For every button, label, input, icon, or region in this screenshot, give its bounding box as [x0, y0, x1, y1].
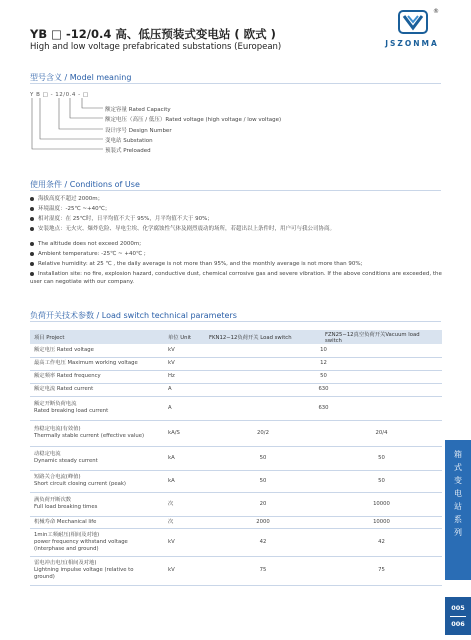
table-row [30, 528, 442, 556]
unit-cell: 次 [164, 516, 205, 528]
project-line: Full load breaking times [34, 504, 98, 510]
condition-item: 海拔高度不超过 2000m； [30, 195, 103, 203]
project-cell [30, 492, 164, 516]
project-line: (interphase and ground) [34, 545, 99, 552]
params-table [30, 330, 442, 586]
project-line: 动稳定电流 [34, 451, 61, 457]
unit-cell: kV [164, 528, 205, 556]
legend-item: 额定容量 Rated Capacity [105, 107, 171, 113]
project-cell [30, 383, 164, 396]
condition-item: 环境温度：-25℃ ~+40℃； [30, 205, 110, 213]
condition-item: Installation site: no fire, explosion hazard, conductive dust, chemical corrosive gas and severe vibration. If the above conditions are exceeded, the user can negotiate with our company. [30, 271, 442, 285]
table-row [30, 357, 442, 370]
value-cell: 20/2 [205, 420, 321, 446]
project-line: power frequency withstand voltage [34, 538, 128, 545]
condition-item: 安装地点：无火灾、爆炸危险、导电尘埃、化学腐蚀性气体及剧烈震动的场所，若超出以上条件时，用户可与我公司协商。 [30, 225, 335, 233]
value-cell: 630 [205, 396, 442, 420]
unit-cell: kV [164, 344, 205, 357]
column-header: 项目 Project [30, 330, 164, 344]
legend-item: 变电站 Substation [105, 138, 153, 144]
value-cell: 50 [321, 446, 442, 470]
page-number-left: 005 [451, 604, 465, 612]
bullet-icon [30, 217, 34, 221]
table-row [30, 556, 442, 585]
condition-item: Ambient temperature: -25℃ ~ +40℃ ; [30, 250, 146, 258]
value-cell: 20 [205, 492, 321, 516]
registered-mark: ® [433, 8, 439, 15]
project-line: 热稳定电流(有效值) [34, 426, 81, 432]
page-title: YB □ -12/0.4 高、低压预装式变电站 ( 欧式 ) [30, 27, 276, 41]
unit-cell: A [164, 396, 205, 420]
value-cell: 50 [205, 446, 321, 470]
condition-item: 相对湿度：在 25℃时，日平均值不大于 95%，月平均值不大于 90%； [30, 215, 213, 223]
value-cell: 2000 [205, 516, 321, 528]
project-line: 雷电冲击电压(相间及对地) [34, 560, 97, 566]
project-line: 短路关合电流(峰值) [34, 474, 81, 480]
table-row [30, 516, 442, 528]
table-row [30, 420, 442, 446]
project-cell [30, 556, 164, 585]
params-title: 负荷开关技术参数 / Load switch technical parameters [30, 311, 237, 320]
unit-cell: kA [164, 470, 205, 492]
project-cell [30, 396, 164, 420]
legend-item: 预装式 Preloaded [105, 148, 151, 154]
project-line: 最高工作电压 Maximum working voltage [34, 360, 138, 366]
section-divider [30, 321, 441, 322]
project-line: 满负荷开断次数 [34, 497, 72, 503]
bullet-icon [30, 242, 34, 246]
bullet-icon [30, 262, 34, 266]
project-cell [30, 420, 164, 446]
legend-item: 设计序号 Design Number [105, 128, 172, 134]
project-cell [30, 357, 164, 370]
table-row [30, 492, 442, 516]
bullet-icon [30, 252, 34, 256]
project-line: Lightning impulse voltage (relative to [34, 567, 134, 573]
unit-cell: kV [164, 357, 205, 370]
brand-logo [381, 10, 443, 60]
value-cell: 12 [205, 357, 442, 370]
project-line: 额定电流 Rated current [34, 386, 94, 392]
unit-cell: Hz [164, 370, 205, 383]
column-header: FZN25−12真空负荷开关Vacuum load switch [321, 330, 442, 344]
project-cell [30, 370, 164, 383]
section-divider [30, 83, 441, 84]
project-line: 额定开断负荷电流 [34, 401, 77, 407]
column-header: FKN12−12负荷开关 Load switch [205, 330, 321, 344]
unit-cell: 次 [164, 492, 205, 516]
bullet-icon [30, 227, 34, 231]
bullet-icon [30, 197, 34, 201]
project-cell [30, 516, 164, 528]
conditions-title: 使用条件 / Conditions of Use [30, 180, 140, 189]
page-number-right: 006 [451, 620, 465, 628]
project-cell [30, 344, 164, 357]
bullet-icon [30, 207, 34, 211]
project-cell [30, 528, 164, 556]
table-row [30, 396, 442, 420]
project-line: 机械寿命 Mechanical life [34, 518, 97, 525]
condition-item: The altitude does not exceed 2000m; [30, 240, 141, 248]
unit-cell: A [164, 383, 205, 396]
value-cell: 42 [321, 528, 442, 556]
model-code: Y B □ - 12/0.4 - □ [30, 92, 89, 98]
page-number-divider [450, 616, 466, 617]
value-cell: 10000 [321, 516, 442, 528]
params-table-body [30, 344, 442, 585]
side-tab-label: 箱式变电站系列 [454, 450, 462, 537]
condition-item: Relative humidity: at 25 ℃ , the daily average is not more than 95%, and the monthly average is not more than 90%; [30, 260, 362, 268]
value-cell: 42 [205, 528, 321, 556]
project-line: Rated breaking load current [34, 408, 109, 414]
project-cell [30, 446, 164, 470]
model-legend-lines [30, 98, 110, 154]
model-meaning-title: 型号含义 / Model meaning [30, 73, 132, 82]
table-row [30, 344, 442, 357]
page-number [445, 597, 471, 635]
value-cell: 50 [321, 470, 442, 492]
logo-icon [398, 10, 428, 34]
project-line: 1min工频耐压(相间及对地) [34, 531, 100, 538]
table-row [30, 470, 442, 492]
unit-cell: kA/S [164, 420, 205, 446]
value-cell: 75 [205, 556, 321, 585]
project-line: Thermally stable current (effective value) [34, 433, 145, 439]
table-row [30, 370, 442, 383]
value-cell: 50 [205, 370, 442, 383]
value-cell: 20/4 [321, 420, 442, 446]
project-line: Short circuit closing current (peak) [34, 481, 126, 487]
value-cell: 50 [205, 470, 321, 492]
value-cell: 75 [321, 556, 442, 585]
page-subtitle: High and low voltage prefabricated substations (European) [30, 42, 282, 52]
brand-name: JSZONMA [385, 39, 439, 48]
table-row [30, 446, 442, 470]
table-row [30, 383, 442, 396]
project-cell [30, 470, 164, 492]
section-divider [30, 190, 441, 191]
value-cell: 630 [205, 383, 442, 396]
bullet-icon [30, 272, 34, 276]
project-line: 额定频率 Rated frequency [34, 373, 101, 379]
column-header: 单位 Unit [164, 330, 205, 344]
unit-cell: kA [164, 446, 205, 470]
legend-item: 额定电压（高压 / 低压）Rated voltage (high voltage / low voltage) [105, 117, 282, 123]
unit-cell: kV [164, 556, 205, 585]
value-cell: 10 [205, 344, 442, 357]
project-line: Dynamic steady current [34, 458, 98, 464]
table-header-row [30, 330, 442, 344]
value-cell: 10000 [321, 492, 442, 516]
project-line: 额定电压 Rated voltage [34, 346, 94, 353]
project-line: ground) [34, 574, 55, 580]
